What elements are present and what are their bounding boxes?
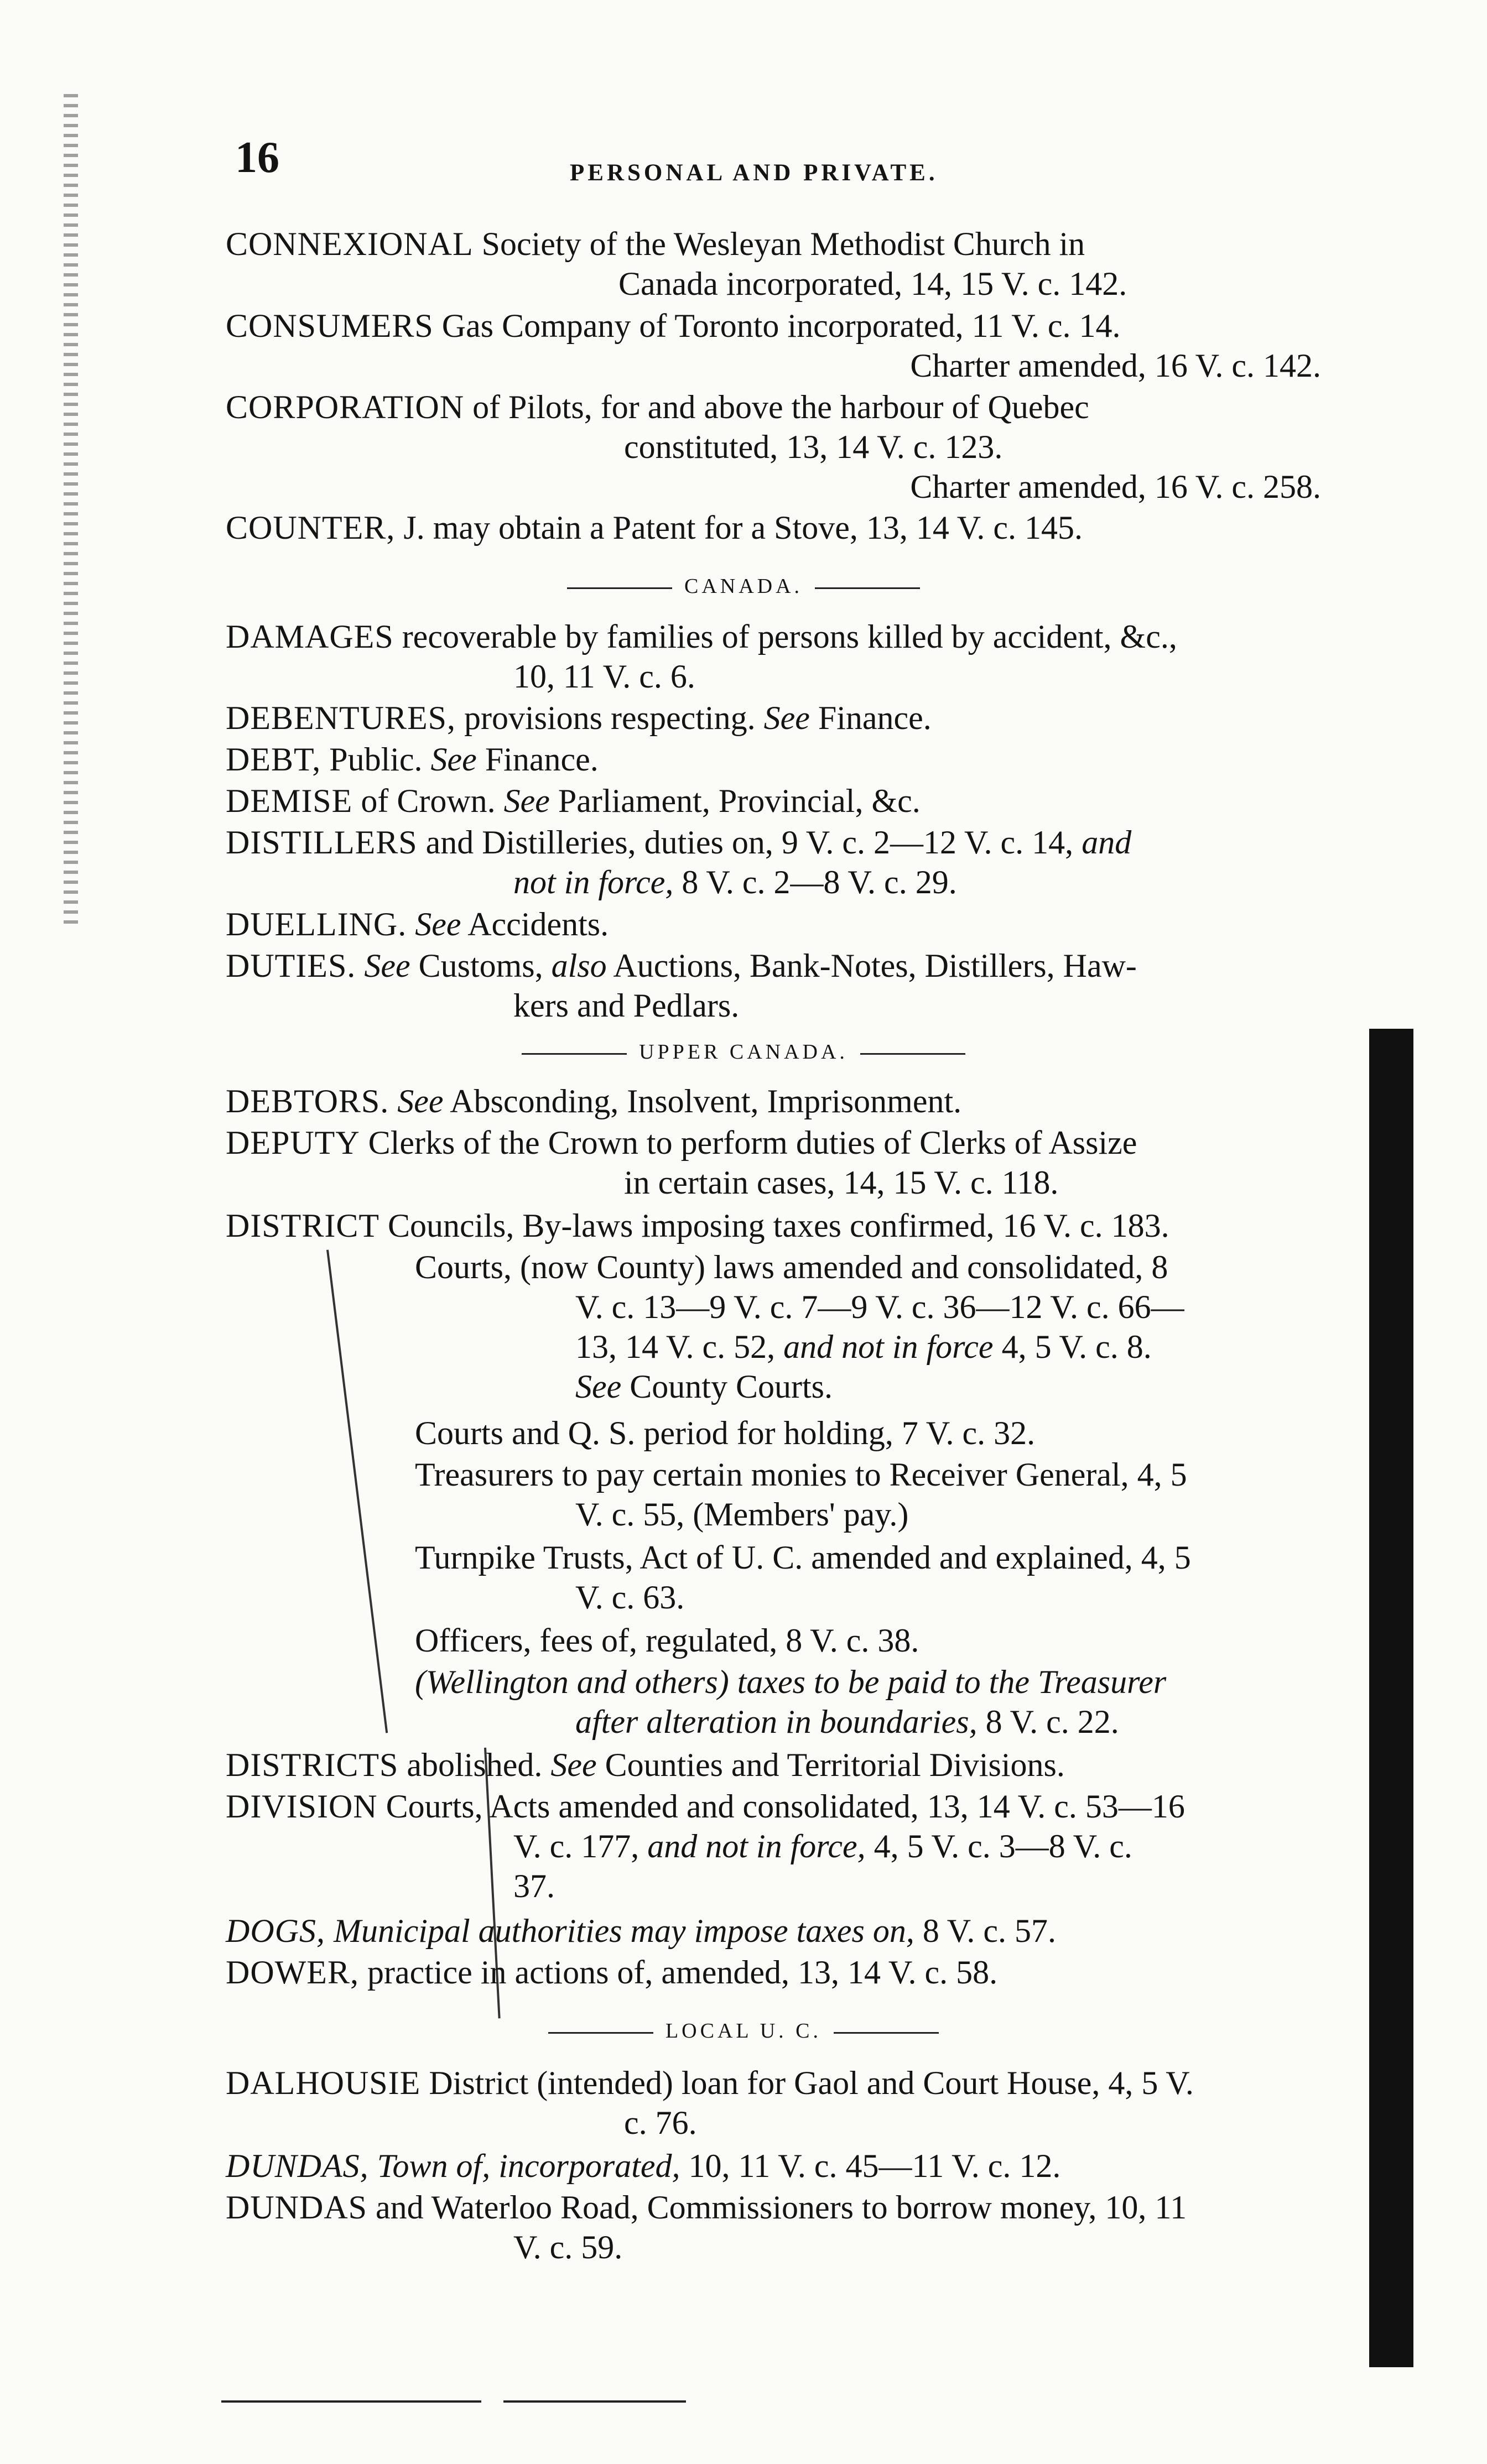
bracket-line [326, 1250, 388, 1733]
running-title: PERSONAL AND PRIVATE. [570, 160, 938, 186]
district-sub-wellington: (Wellington and others) taxes to be paid to the Treasurer after alteration in boundaries, 8 V. c. 22. [415, 1664, 1167, 1740]
entry-dundas-town: DUNDAS, Town of, incorporated, 10, 11 V. c. 45—11 V. c. 12. [226, 2148, 1061, 2184]
entry-district: DISTRICT Councils, By-laws imposing taxes confirmed, 16 V. c. 183. [226, 1207, 1169, 1244]
entry-consumers: CONSUMERS Gas Company of Toronto incorporated, 11 V. c. 14. Charter amended, 16 V. c. 142. [226, 308, 1321, 384]
district-sub-courts-qs: Courts and Q. S. period for holding, 7 V. c. 32. [415, 1415, 1036, 1451]
district-sub-courts: Courts, (now County) laws amended and consolidated, 8 V. c. 13—9 V. c. 7—9 V. c. 36—12 V. c. 66— 13, 14 V. c. 52, and not in force 4, 5 V. c. 8. See County Courts. [415, 1249, 1184, 1405]
entry-debtors: DEBTORS. See Absconding, Insolvent, Imprisonment. [226, 1083, 962, 1119]
section-heading-canada: CANADA. [0, 574, 1487, 598]
entry-dogs: DOGS, Municipal authorities may impose taxes on, 8 V. c. 57. [226, 1913, 1057, 1949]
footer-rule-left [221, 2400, 481, 2403]
entry-dower: DOWER, practice in actions of, amended, 13, 14 V. c. 58. [226, 1954, 998, 1991]
entry-damages: DAMAGES recoverable by families of persons killed by accident, &c., 10, 11 V. c. 6. [226, 618, 1177, 695]
section-heading-local-uc: LOCAL U. C. [0, 2019, 1487, 2043]
entry-distillers: DISTILLERS and Distilleries, duties on, 9 V. c. 2—12 V. c. 14, and not in force, 8 V. c. 2—8 V. c. 29. [226, 824, 1132, 900]
entry-debt: DEBT, Public. See Finance. [226, 741, 599, 778]
footer-rule-right [503, 2400, 686, 2403]
entry-duelling: DUELLING. See Accidents. [226, 906, 609, 942]
entry-debentures: DEBENTURES, provisions respecting. See Finance. [226, 700, 932, 736]
entry-districts: DISTRICTS abolished. See Counties and Territorial Divisions. [226, 1747, 1065, 1783]
entry-corporation: CORPORATION of Pilots, for and above the harbour of Quebec constituted, 13, 14 V. c. 123. Charter amended, 16 V. c. 258. [226, 389, 1321, 505]
district-sub-officers: Officers, fees of, regulated, 8 V. c. 38. [415, 1622, 919, 1659]
entry-deputy: DEPUTY Clerks of the Crown to perform duties of Clerks of Assize in certain cases, 14, 15 V. c. 118. [226, 1124, 1137, 1201]
district-sub-turnpike: Turnpike Trusts, Act of U. C. amended and explained, 4, 5 V. c. 63. [415, 1539, 1191, 1616]
district-sub-treasurers: Treasurers to pay certain monies to Receiver General, 4, 5 V. c. 55, (Members' pay.) [415, 1456, 1187, 1533]
margin-scan-bar [1369, 1029, 1413, 2367]
entry-demise: DEMISE of Crown. See Parliament, Provincial, &c. [226, 783, 921, 819]
entry-dundas-road: DUNDAS and Waterloo Road, Commissioners to borrow money, 10, 11 V. c. 59. [226, 2189, 1187, 2265]
section-heading-upper-canada: UPPER CANADA. [0, 1040, 1487, 1064]
entry-duties: DUTIES. See Customs, also Auctions, Bank-Notes, Distillers, Haw- kers and Pedlars. [226, 947, 1137, 1024]
entry-dalhousie: DALHOUSIE District (intended) loan for Gaol and Court House, 4, 5 V. c. 76. [226, 2065, 1194, 2141]
binding-edge [64, 94, 78, 924]
entry-counter: COUNTER, J. may obtain a Patent for a Stove, 13, 14 V. c. 145. [226, 509, 1083, 546]
entry-connexional: CONNEXIONAL Society of the Wesleyan Methodist Church in Canada incorporated, 14, 15 V. c. 142. [226, 226, 1127, 302]
page-number: 16 [235, 133, 279, 182]
entry-division: DIVISION Courts, Acts amended and consolidated, 13, 14 V. c. 53—16 V. c. 177, and not in force, 4, 5 V. c. 3—8 V. c. 37. [226, 1788, 1185, 1904]
